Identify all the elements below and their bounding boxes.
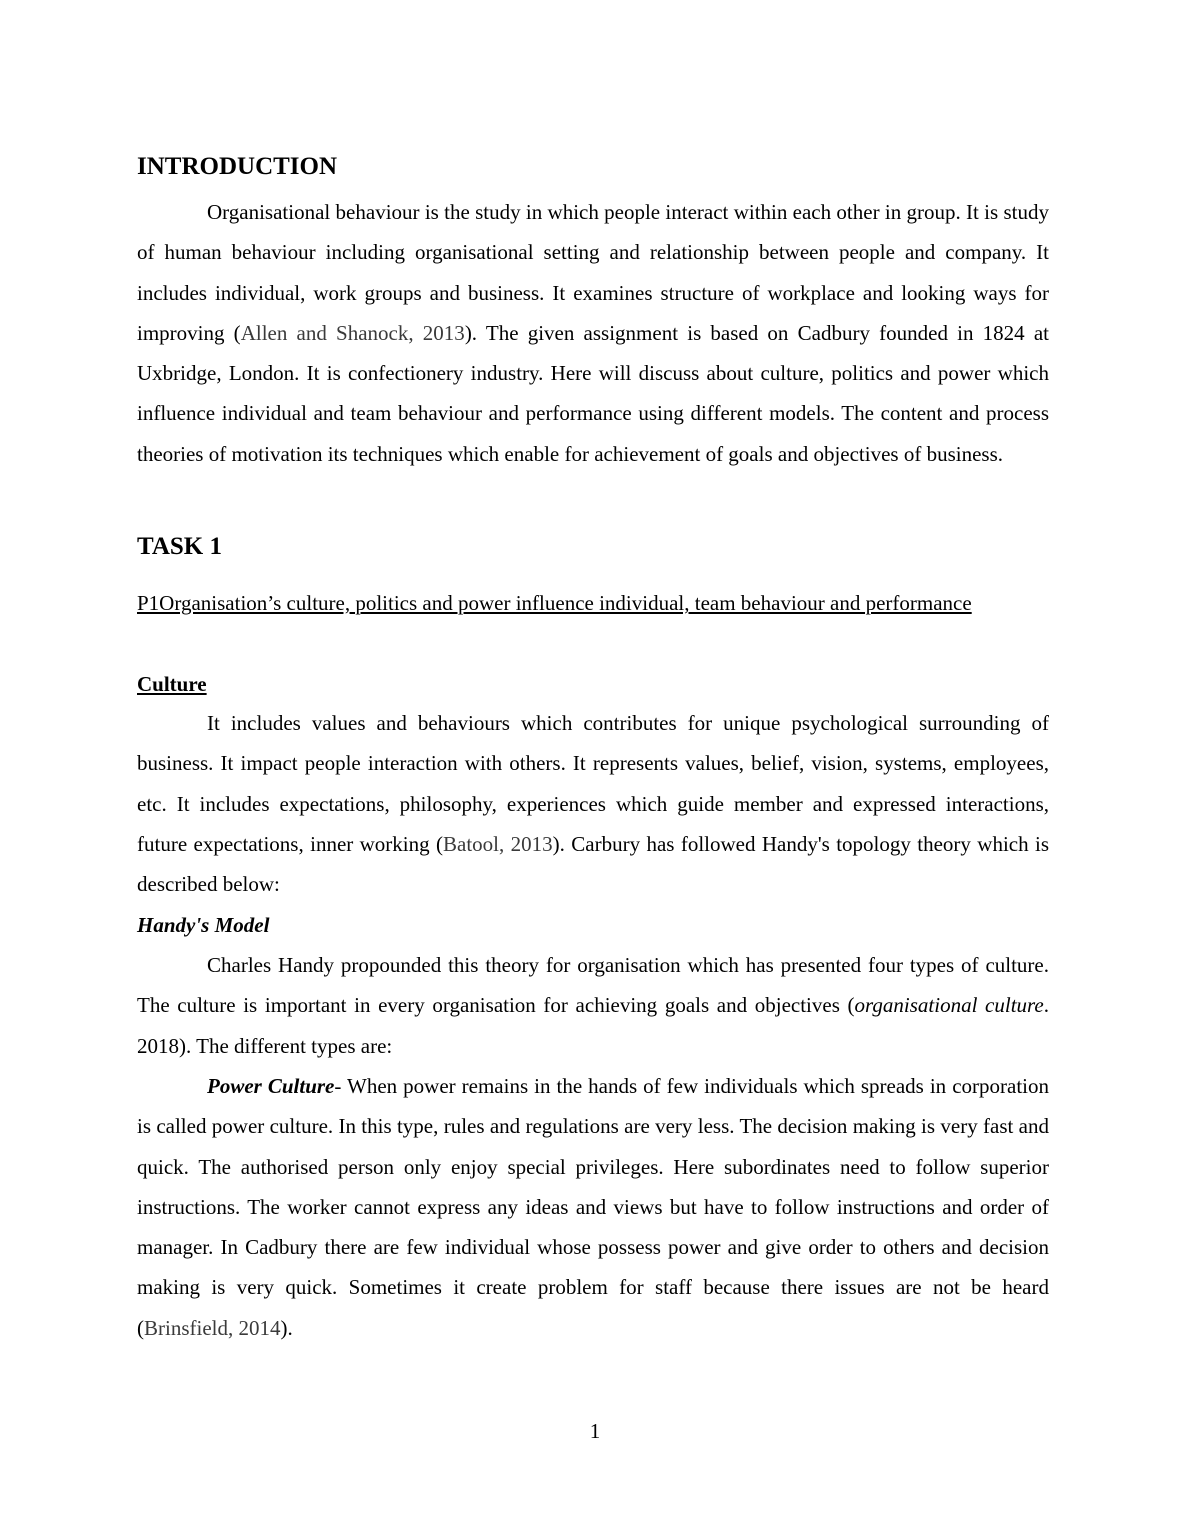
- handy-italic-source: organisational culture: [854, 993, 1044, 1018]
- introduction-heading: INTRODUCTION: [137, 153, 338, 180]
- culture-paragraph: [137, 703, 1049, 904]
- citation-brinsfield: Brinsfield, 2014: [144, 1315, 281, 1340]
- handy-text-part-2: . 2018). The different types are:: [137, 993, 1049, 1058]
- handy-model-label: Handy's Model: [137, 913, 270, 937]
- culture-text-part-2: ). Carbury has followed Handy's topology theory which is described below:: [137, 831, 1049, 897]
- task1-heading: TASK 1: [137, 533, 222, 560]
- intro-text-part-1: Organisational behaviour is the study in which people interact within each other in group. It is study of human behaviour including organisational setting and relationship between people and company. It includes individual, work groups and business. It examines structure of workplace and looking ways for improving (: [137, 200, 1049, 345]
- power-culture-paragraph: [137, 1066, 1049, 1348]
- handy-paragraph: [137, 945, 1049, 1066]
- culture-text-part-1: It includes values and behaviours which contributes for unique psychological surrounding of business. It impact people interaction with others. It represents values, belief, vision, systems, employees, etc. It includes expectations, philosophy, experiences which guide member and expressed interactions, future expectations, inner working (: [137, 711, 1049, 856]
- culture-label: Culture: [137, 672, 207, 696]
- page-number: 1: [589, 1419, 601, 1443]
- introduction-paragraph: [137, 192, 1049, 474]
- handy-text-part-1: Charles Handy propounded this theory for organisation which has presented four types of culture. The culture is important in every organisation for achieving goals and objectives (: [137, 953, 1049, 1018]
- power-text-part-1: - When power remains in the hands of few individuals which spreads in corporation is called power culture. In this type, rules and regulations are very less. The decision making is very fast and quick. The authorised person only enjoy special privileges. Here subordinates need to follow superior instructions. The worker cannot express any ideas and views but have to follow instructions and order of manager. In Cadbury there are few individual whose possess power and give order to others and decision making is very quick. Sometimes it create problem for staff because there issues are not be heard (: [137, 1074, 1049, 1340]
- power-culture-label: Power Culture: [207, 1074, 335, 1098]
- citation-allen-shanock: Allen and Shanock, 2013: [240, 320, 465, 345]
- citation-batool: Batool, 2013: [443, 831, 553, 856]
- power-text-part-2: ).: [280, 1315, 293, 1340]
- intro-text-part-2: ). The given assignment is based on Cadbury founded in 1824 at Uxbridge, London. It is confectionery industry. Here will discuss about culture, politics and power which influence individual and team behaviour and performance using different models. The content and process theories of motivation its techniques which enable for achievement of goals and objectives of business.: [137, 320, 1050, 466]
- p1-subtitle: P1Organisation’s culture, politics and power influence individual, team behaviour and performance: [137, 591, 972, 615]
